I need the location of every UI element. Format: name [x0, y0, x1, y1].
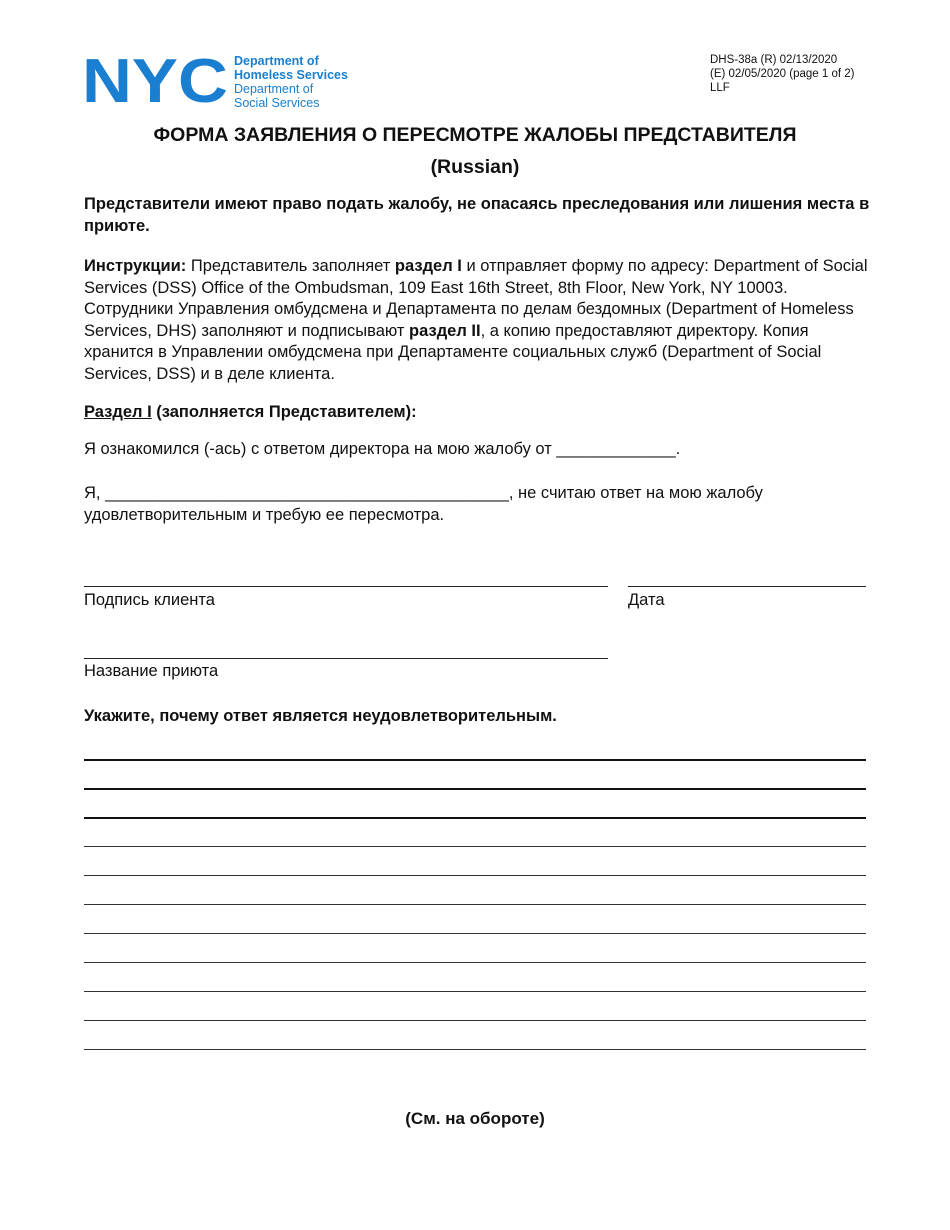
- logo-org-line2: Homeless Services: [234, 68, 348, 82]
- instructions-label: Инструкции:: [84, 257, 187, 275]
- date-label: Дата: [628, 591, 665, 609]
- reason-line[interactable]: [84, 904, 866, 905]
- client-signature-line[interactable]: [84, 586, 608, 587]
- client-signature-label: Подпись клиента: [84, 591, 215, 609]
- reason-prompt: Укажите, почему ответ является неудовлетворительным.: [84, 707, 557, 725]
- section-heading-number: Раздел I: [84, 403, 152, 421]
- nyc-logo-mark: [82, 54, 230, 106]
- reason-line[interactable]: [84, 1049, 866, 1050]
- shelter-name-label: Название приюта: [84, 662, 219, 680]
- logo-org-name: [234, 54, 348, 110]
- nyc-logo: [82, 54, 372, 110]
- form-code-line1: DHS-38a (R) 02/13/2020: [710, 54, 838, 66]
- instructions-text-a: Представитель заполняет: [186, 257, 395, 275]
- page-title-language: (Russian): [430, 156, 520, 178]
- reason-line[interactable]: [84, 962, 866, 963]
- reason-line[interactable]: [84, 846, 866, 847]
- logo-org-line3: Department of: [234, 82, 314, 96]
- shelter-name-line[interactable]: [84, 658, 608, 659]
- reason-line[interactable]: [84, 788, 866, 790]
- see-reverse-note: (См. на обороте): [405, 1109, 545, 1128]
- reason-line[interactable]: [84, 933, 866, 934]
- rights-notice: Представители имеют право подать жалобу, не опасаясь преследования или лишения места в приюте.: [84, 195, 870, 235]
- section-heading: [84, 402, 874, 424]
- reason-line[interactable]: [84, 875, 866, 876]
- complaint-date-statement[interactable]: Я ознакомился (-ась) с ответом директора на мою жалобу от _____________.: [84, 440, 681, 458]
- logo-org-line4: Social Services: [234, 96, 320, 110]
- form-code: [710, 53, 855, 95]
- dissatisfaction-statement[interactable]: Я, ____________________________________________, не считаю ответ на мою жалобу удовлетворительным и требую ее пересмотра.: [84, 484, 763, 524]
- instructions-section-ref-2: раздел II: [409, 321, 481, 340]
- logo-org-line1: Department of: [234, 54, 319, 68]
- svg-text:NYC: NYC: [82, 54, 228, 106]
- instructions-text-b: и отправляет форму по адресу: Department of Social Services (DSS) Office of the Ombudsman, 109 East 16th Street, 8th Floor, New York, NY 10003. Сотрудники Управления омбудсмена и Департамента по делам бездомных (Department of Homeless Services, DHS) заполняют и подписывают: [84, 257, 868, 340]
- instructions-section-ref-1: раздел I: [394, 257, 462, 275]
- reason-line[interactable]: [84, 991, 866, 992]
- reason-line[interactable]: [84, 759, 866, 761]
- date-line[interactable]: [628, 586, 866, 587]
- instructions-text-c: , а копию предоставляют директору. Копия хранится в Управлении омбудсмена при Департаменте социальных служб (Department of Social Services, DSS) и в деле клиента.: [84, 321, 822, 383]
- page-title: ФОРМА ЗАЯВЛЕНИЯ О ПЕРЕСМОТРЕ ЖАЛОБЫ ПРЕДСТАВИТЕЛЯ: [153, 124, 797, 146]
- reason-line[interactable]: [84, 817, 866, 819]
- instructions: [84, 256, 874, 385]
- form-code-line3: LLF: [710, 82, 730, 94]
- section-heading-rest: (заполняется Представителем):: [151, 403, 417, 421]
- reason-line[interactable]: [84, 1020, 866, 1021]
- form-code-line2: (E) 02/05/2020 (page 1 of 2): [710, 68, 855, 80]
